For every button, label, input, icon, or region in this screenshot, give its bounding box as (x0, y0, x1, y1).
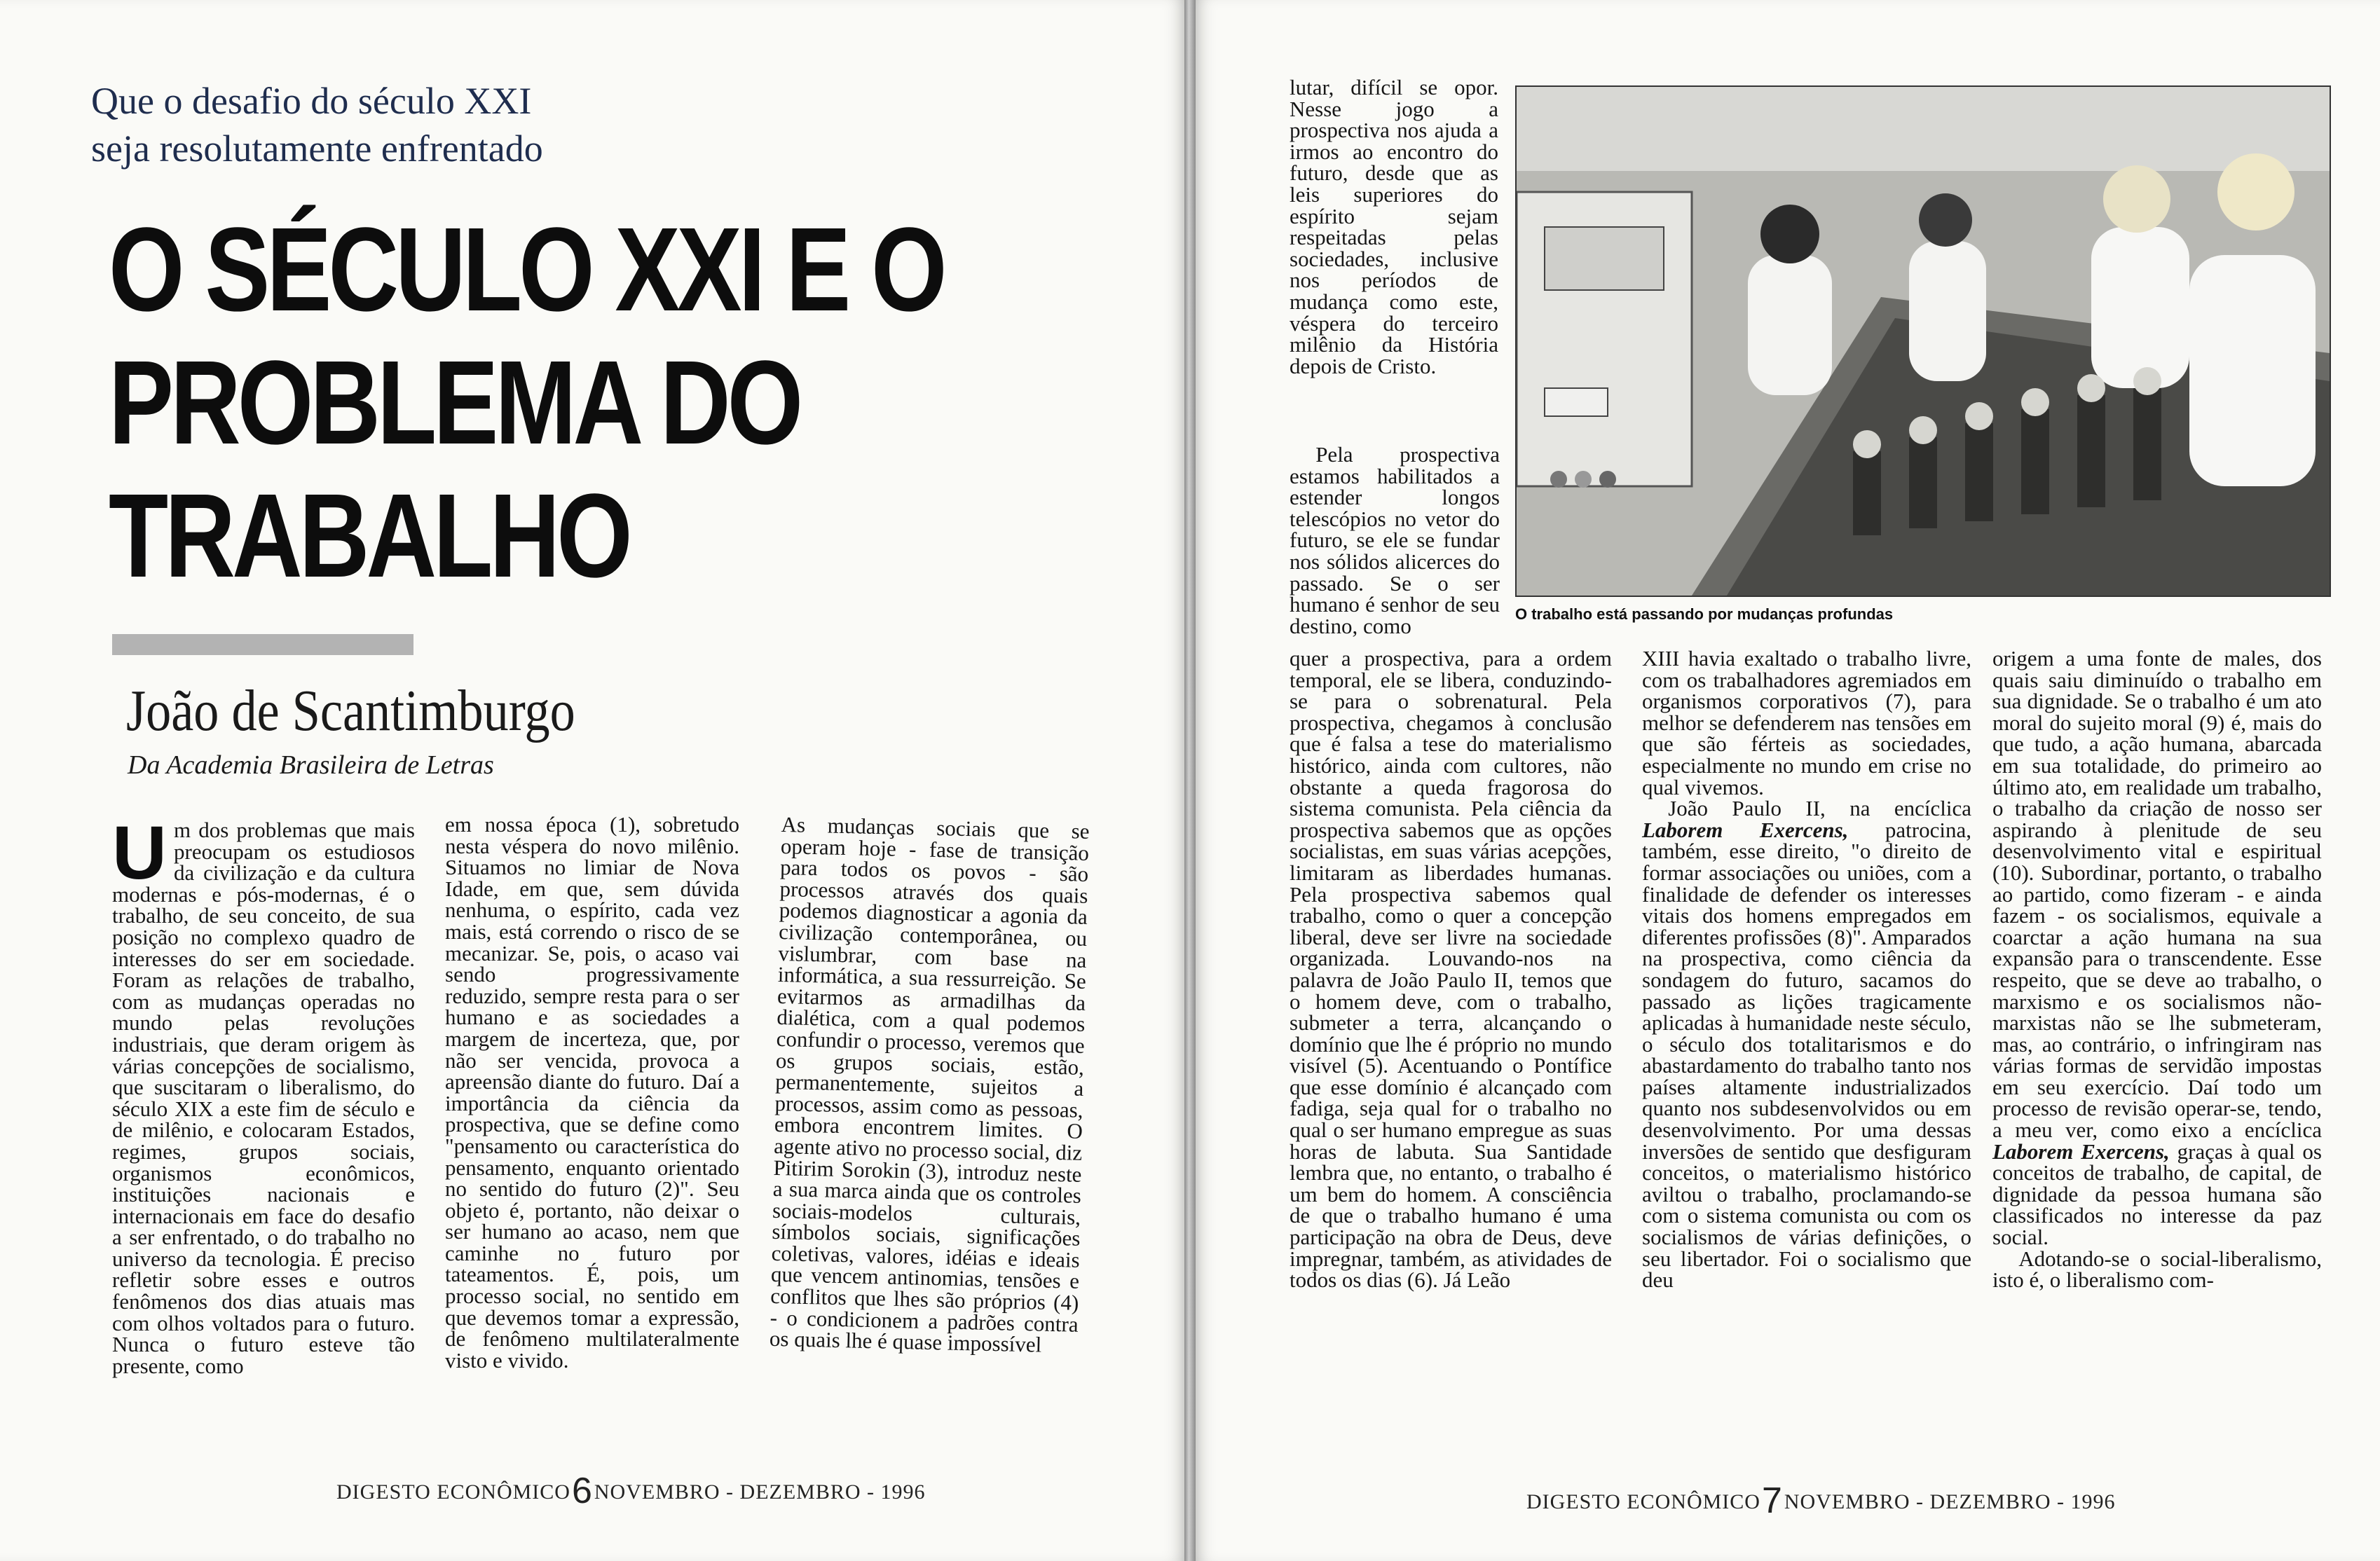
body-text: patrocina, também, esse direito, "o direito de formar associações ou uniões, com a finalidade de defender os interesses vitais dos homens empregados em diferentes profissões (8)". Amparados na prospectiva, como ciência da sondagem do futuro, sacamos do passado as lições tragicamente aplicadas à humanidade neste século, o século dos totalitarismos e do abastardamento do trabalho tanto nos países altamente industrializados quanto nos subdesenvolvidos ou em desenvolvimento. Por uma dessas inversões de sentido que desfiguram conceitos, o materialismo histórico aviltou o trabalho, proclamando-se com o sistema comunista ou com os socialismos de várias definições, o seu libertador. Foi o socialismo que deu (1642, 817, 1971, 1293)
page-number: 7 (1761, 1480, 1783, 1521)
body-column-right-2 (1290, 648, 1612, 1291)
body-text: João Paulo II, na encíclica (1668, 796, 1971, 821)
issue-date: NOVEMBRO - DEZEMBRO - 1996 (1784, 1490, 2116, 1513)
encyclical-title: Laborem Exercens, (1992, 1139, 2170, 1164)
headline-line: TRABALHO (109, 469, 629, 603)
body-text: m dos problemas que mais preocupam os estudiosos da civilização e da cultura modernas e pós-modernas, é o trabalho, de seu conceito, de sua posição no complexo quadro de interesses do ser em sociedade. Foram as relações de trabalho, com as mudanças operadas no mundo pelas revoluções industriais, que deram origem às várias concepções de socialismo, que suscitaram o liberalismo, do século XIX a este fim de século e de milênio, e colocaram Estados, regimes, grupos sociais, organismos econômicos, instituições nacionais e internacionais em face do desafio a ser enfrentado, o do trabalho no universo da tecnologia. É preciso refletir sobre esses e outros fenômenos dos dias atuais mas com olhos voltados para o futuro. Nunca o futuro esteve tão presente, como (112, 818, 415, 1378)
page-footer (1526, 1480, 2116, 1522)
body-column-right-4 (1992, 648, 2322, 1291)
kicker-line: seja resolutamente enfrentado (91, 128, 543, 170)
encyclical-title: Laborem Exercens, (1642, 817, 1849, 842)
spine-gutter (1184, 0, 1196, 1561)
author-name: João de Scantimburgo (126, 678, 575, 743)
headline-line: PROBLEMA DO (109, 336, 800, 469)
left-page (0, 0, 1184, 1561)
body-column-1 (112, 810, 415, 1378)
body-column-right-1b (1290, 444, 1500, 637)
body-column-2 (445, 814, 739, 1371)
kicker-line: Que o desafio do século XXI (91, 80, 532, 122)
page-footer (336, 1470, 926, 1512)
drop-cap: U (112, 810, 167, 895)
kicker (91, 77, 792, 172)
factory-photo (1515, 85, 2331, 597)
article-headline (109, 203, 944, 603)
body-text: As mudanças sociais que se operam hoje - fase de transição para todos os povos - são processos através dos quais podemos diagnosticar a agonia da civilização contemporânea, ou vislumbrar, com base na informática, a sua ressurreição. Se evitarmos as armadilhas da dialética, com a qual podemos confundir o processo, veremos que os grupos sociais, estão, permanentemente, sujeitos a processos, assim como as pessoas, embora encontrem limites. O agente ativo no processo social, diz Pitirim Sorokin (3), introduz neste a sua marca ainda que os controles sociais-modelos culturais, símbolos sociais, significações coletivas, valores, idéias e ideais que vencem antinomias, tensões e conflitos que lhes são próprios (4) - o condicionem a padrões contra os quais lhe é quase impossível (769, 812, 1090, 1357)
assembly-line-illustration (1517, 87, 2330, 596)
body-text: origem a uma fonte de males, dos quais saiu diminuído o trabalho em sua dignidade. Se o trabalho é um ato moral do sujeito moral (9) é, mais do que tudo, a ação humana, abarcada em sua totalidade, do primeiro ao último ato, em realidade um trabalho, o trabalho da criação de nosso ser aspirando à plenitude de seu desenvolvimento vital e espiritual (10). Subordinar, portanto, o trabalho ao partido, como fizeram - e ainda fazem - os socialismos, equivale a coarctar a ação humana na sua expansão para o transcendente. Esse respeito, que se deve ao trabalho, o marxismo e os socialismos não-marxistas não se lhe submeteram, mas, ao contrário, o infringiram nas várias formas de servidão impostas em seu exercício. Daí todo um processo de revisão operar-se, tendo, a meu ver, como eixo a encíclica (1992, 646, 2322, 1143)
page-number: 6 (571, 1471, 593, 1511)
body-column-3 (770, 814, 1090, 1357)
body-text: quer a prospectiva, para a ordem temporal, ele se libera, conduzindo-se para o sobrenatural. Pela prospectiva, chegamos à conclusão que é falsa a tese do materialismo histórico, ainda com cultores, não obstante a queda fragorosa do sistema comunista. Pela ciência da prospectiva sabemos que as opções socialistas, em suas várias acepções, limitaram as liberdades humanas. Pela prospectiva sabemos qual trabalho, como o quer a concepção liberal, deve ser livre na sociedade organizada. Louvando-nos na palavra de João Paulo II, temos que o homem deve, com o trabalho, submeter a terra, alcançando o domínio que lhe é próprio no mundo visível (5). Acentuando o Pontífice que esse domínio é alcançado com fadiga, seja qual for o trabalho no qual o ser humano empregue as suas horas de labuta. Sua Santidade lembra que, no entanto, o trabalho é um bem do homem. A consciência de que o trabalho humano é uma participação na obra de Deus, deve impregnar, também, as atividades de todos os dias (6). Já Leão (1290, 646, 1612, 1293)
decorative-rule (112, 634, 413, 655)
body-text: lutar, difícil se opor. Nesse jogo a prospectiva nos ajuda a irmos ao encontro do futuro, desde que as leis superiores do espírito sejam respeitadas pelas sociedades, inclusive nos períodos de mudança como este, véspera do terceiro milênio da História depois de Cristo. (1290, 75, 1498, 378)
body-text: Adotando-se o social-liberalismo, isto é, o liberalismo com- (1992, 1246, 2322, 1293)
publication-name: DIGESTO ECONÔMICO (336, 1480, 570, 1504)
body-column-right-1 (1290, 77, 1498, 377)
body-text: Pela prospectiva estamos habilitados a estender longos telescópios no vetor do futuro, se ele se fundar nos sólidos alicerces do passado. Se o ser humano é senhor de seu destino, como (1290, 442, 1500, 638)
headline-line: O SÉCULO XXI E O (109, 203, 944, 336)
body-text: em nossa época (1), sobretudo nesta véspera do novo milênio. Situamos no limiar de Nova Idade, em que, sem dúvida nenhuma, o espírito, cada vez mais, está correndo o risco de se mecanizar. Se, pois, o acaso vai sendo progressivamente reduzido, sempre resta para o ser humano e as sociedades a margem de incerteza, que, por não ser vencida, provoca a apreensão diante do futuro. Daí a importância da ciência da prospectiva, que se define como "pensamento ou característica do pensamento, enquanto orientado no sentido do futuro (2)". Seu objeto é, portanto, não deixar o ser humano ao acaso, nem que caminhe no futuro por tateamentos. É, pois, um processo social, no sentido em que devemos tomar a expressão, de fenômeno multilateralmente visto e vivido. (445, 812, 739, 1373)
publication-name: DIGESTO ECONÔMICO (1526, 1490, 1760, 1513)
issue-date: NOVEMBRO - DEZEMBRO - 1996 (594, 1480, 926, 1504)
author-affiliation: Da Academia Brasileira de Letras (128, 750, 494, 780)
body-text: XIII havia exaltado o trabalho livre, com os trabalhadores agremiados em organismos corporativos (7), para melhor se defenderem nas tensões em que são férteis as sociedades, especialmente no mundo em crise no qual vivemos. (1642, 646, 1971, 799)
body-text: graças à qual os conceitos de trabalho, de capital, de dignidade da pessoa humana são classificados no interesse da paz social. (1992, 1139, 2322, 1250)
body-column-right-3 (1642, 648, 1971, 1291)
photo-caption: O trabalho está passando por mudanças profundas (1515, 605, 1894, 623)
